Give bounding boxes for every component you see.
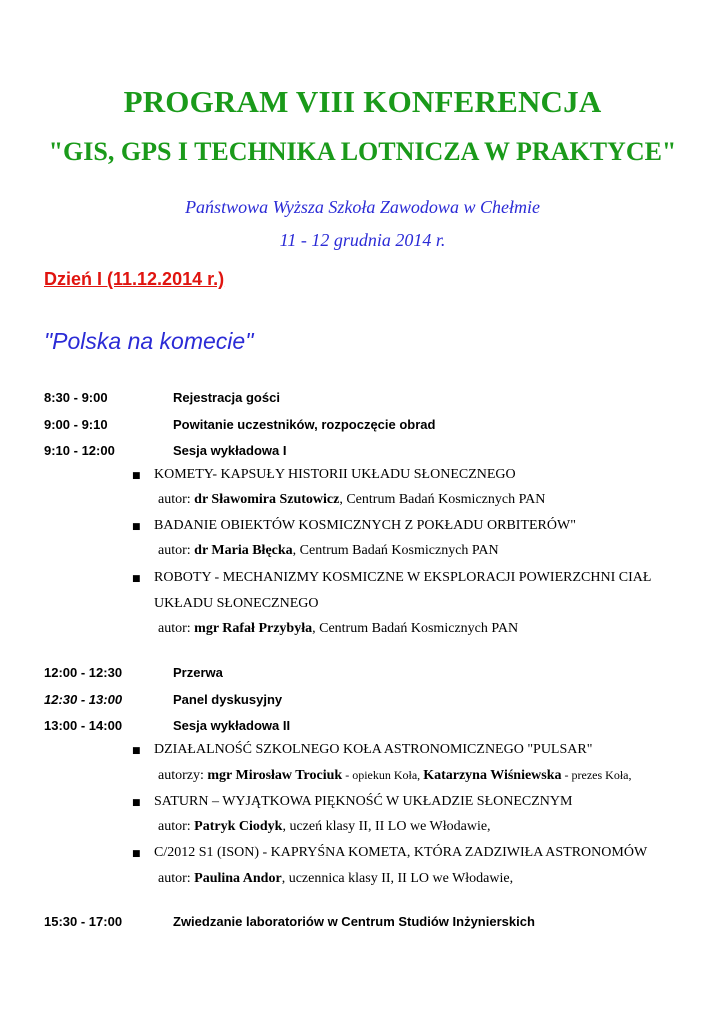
lecture-title: C/2012 S1 (ISON) - KAPRYŚNA KOMETA, KTÓRA ZADZIWIŁA ASTRONOMÓW: [154, 845, 648, 860]
square-bullet-icon: ■: [132, 849, 141, 859]
author-prefix: autorzy:: [158, 768, 208, 783]
author-role: - opiekun Koła,: [342, 768, 424, 782]
author-affiliation: , Centrum Badań Kosmicznych PAN: [339, 492, 546, 507]
author-name: Patryk Ciodyk: [194, 819, 283, 834]
schedule-time: 8:30 - 9:00: [44, 390, 108, 405]
author-affiliation: , uczennica klasy II, II LO we Włodawie,: [281, 871, 514, 886]
lecture-title: KOMETY- KAPSUŁY HISTORII UKŁADU SŁONECZNEGO: [154, 467, 516, 482]
schedule-activity: Sesja wykładowa I: [173, 443, 287, 458]
lecture-author: [158, 768, 632, 784]
schedule-activity: Panel dyskusyjny: [173, 692, 283, 707]
schedule-time: 13:00 - 14:00: [44, 718, 123, 733]
lecture-author: [158, 492, 545, 508]
schedule-time: 15:30 - 17:00: [44, 914, 123, 929]
day-heading: Dzień I (11.12.2014 r.): [44, 269, 225, 289]
conference-title: PROGRAM VIII KONFERENCJA: [123, 84, 602, 119]
schedule-activity: Zwiedzanie laboratoriów w Centrum Studiów Inżynierskich: [173, 914, 535, 929]
lecture-title-continued: UKŁADU SŁONECZNEGO: [154, 596, 319, 611]
author-name: dr Sławomira Szutowicz: [194, 492, 340, 507]
schedule-activity: Sesja wykładowa II: [173, 718, 291, 733]
author-prefix: autor:: [158, 871, 195, 886]
author-prefix: autor:: [158, 621, 195, 636]
square-bullet-icon: ■: [132, 522, 141, 532]
author-name: mgr Rafał Przybyła: [194, 621, 313, 636]
author-name: mgr Mirosław Trociuk: [207, 768, 343, 783]
author-role: - prezes Koła,: [561, 768, 632, 782]
author-affiliation: , Centrum Badań Kosmicznych PAN: [312, 621, 519, 636]
lecture-title: DZIAŁALNOŚĆ SZKOLNEGO KOŁA ASTRONOMICZNEGO "PULSAR": [154, 742, 593, 757]
schedule-time: 9:00 - 9:10: [44, 417, 108, 432]
author-affiliation: , Centrum Badań Kosmicznych PAN: [292, 543, 499, 558]
author-name: Paulina Andor: [194, 871, 282, 886]
schedule-time: 12:00 - 12:30: [44, 665, 123, 680]
square-bullet-icon: ■: [132, 746, 141, 756]
day-motto: "Polska na komecie": [44, 328, 254, 354]
author-name: dr Maria Błęcka: [194, 543, 293, 558]
lecture-author: [158, 819, 491, 835]
conference-subtitle: "GIS, GPS I TECHNIKA LOTNICZA W PRAKTYCE": [48, 137, 677, 166]
lecture-title: ROBOTY - MECHANIZMY KOSMICZNE W EKSPLORACJI POWIERZCHNI CIAŁ: [154, 570, 652, 585]
schedule-activity: Rejestracja gości: [173, 390, 280, 405]
schedule-time: 9:10 - 12:00: [44, 443, 115, 458]
lecture-title: BADANIE OBIEKTÓW KOSMICZNYCH Z POKŁADU ORBITERÓW": [154, 518, 576, 533]
author-prefix: autor:: [158, 819, 195, 834]
author-affiliation: , uczeń klasy II, II LO we Włodawie,: [282, 819, 491, 834]
author-prefix: autor:: [158, 492, 195, 507]
square-bullet-icon: ■: [132, 798, 141, 808]
square-bullet-icon: ■: [132, 471, 141, 481]
author-name: Katarzyna Wiśniewska: [423, 768, 562, 783]
square-bullet-icon: ■: [132, 574, 141, 584]
conference-dates: 11 - 12 grudnia 2014 r.: [279, 230, 446, 250]
author-prefix: autor:: [158, 543, 195, 558]
lecture-author: [158, 543, 499, 559]
institution-name: Państwowa Wyższa Szkoła Zawodowa w Chełmie: [185, 197, 540, 217]
schedule-activity: Powitanie uczestników, rozpoczęcie obrad: [173, 417, 436, 432]
lecture-author: [158, 621, 518, 637]
lecture-title: SATURN – WYJĄTKOWA PIĘKNOŚĆ W UKŁADZIE SŁONECZNYM: [154, 794, 573, 809]
schedule-time: 12:30 - 13:00: [44, 692, 123, 707]
lecture-author: [158, 871, 513, 887]
schedule-activity: Przerwa: [173, 665, 223, 680]
